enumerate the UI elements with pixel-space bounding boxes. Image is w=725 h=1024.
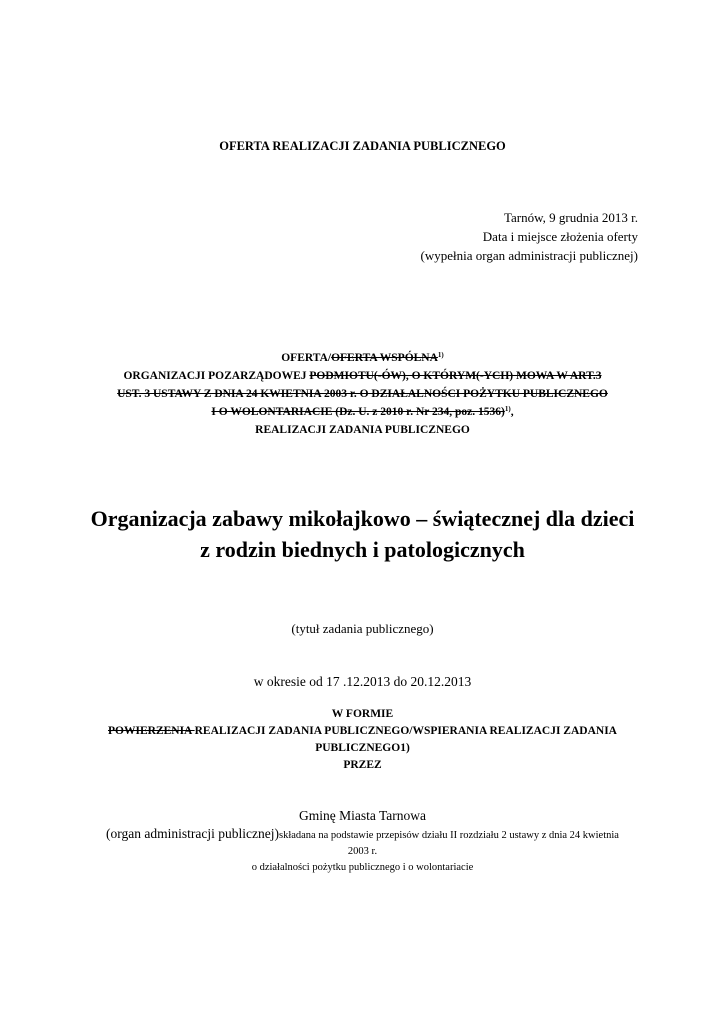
offer-heading-line-5: REALIZACJI ZADANIA PUBLICZNEGO <box>255 424 470 436</box>
legal-basis-text: składana na podstawie przepisów działu II rozdziału 2 ustawy z dnia 24 kwietnia <box>278 830 619 841</box>
offer-heading-line-1 <box>0 349 725 367</box>
recipient-name: Gminę Miasta Tarnowa <box>298 808 427 823</box>
form-block <box>0 706 725 774</box>
legal-basis-line-3: o działalności pożytku publicznego i o wolontariacie <box>251 862 474 873</box>
date-label: Data i miejsce złożenia oferty <box>482 229 638 244</box>
task-title-line-2: z rodzin biednych i patologicznych <box>200 537 525 562</box>
statute-struck-text: UST. 3 USTAWY Z DNIA 24 KWIETNIA 2003 r. O DZIAŁALNOŚCI POŻYTKU PUBLICZNEGO <box>117 388 608 400</box>
task-title <box>0 503 725 565</box>
footnote-marker: 1) <box>437 351 444 359</box>
date-note: (wypełnia organ administracji publicznej) <box>420 248 638 263</box>
legal-basis-line-1 <box>0 826 725 844</box>
comma: , <box>510 406 514 418</box>
support-form: REALIZACJI ZADANIA PUBLICZNEGO/WSPIERANIA REALIZACJI ZADANIA <box>194 725 617 737</box>
journal-struck-text: I O WOLONTARIACIE (Dz. U. z 2010 r. Nr 234, poz. 1536) <box>211 406 505 418</box>
organ-label: (organ administracji publicznej) <box>106 826 279 841</box>
entity-struck-text: PODMIOTU(-ÓW), O KTÓRYM(-YCH) MOWA W ART.3 <box>309 370 602 382</box>
offer-label: OFERTA/ <box>281 352 332 364</box>
task-title-caption: (tytuł zadania publicznego) <box>291 621 434 636</box>
document-title: OFERTA REALIZACJI ZADANIA PUBLICZNEGO <box>219 139 506 153</box>
entrustment-struck: POWIERZENIA <box>108 725 195 737</box>
offer-heading-line-3 <box>0 385 725 403</box>
legal-basis <box>0 826 725 876</box>
task-period: w okresie od 17 .12.2013 do 20.12.2013 <box>253 674 472 689</box>
ngo-label: ORGANIZACJI POZARZĄDOWEJ <box>123 370 310 382</box>
footnote-marker: 1) <box>504 405 511 413</box>
offer-heading-line-2 <box>0 367 725 385</box>
submission-date: Tarnów, 9 grudnia 2013 r. <box>504 210 638 225</box>
form-line-2 <box>0 723 725 740</box>
legal-basis-line-2: 2003 r. <box>347 846 378 857</box>
offer-heading-line-4 <box>0 403 725 421</box>
date-block <box>421 208 638 265</box>
offer-joint-struck: OFERTA WSPÓLNA <box>331 352 438 364</box>
form-line-1: W FORMIE <box>331 708 394 720</box>
form-line-4: PRZEZ <box>343 759 382 771</box>
task-title-line-1: Organizacja zabawy mikołajkowo – świątecznej dla dzieci <box>90 506 635 531</box>
form-line-3: PUBLICZNEGO1) <box>315 742 410 754</box>
offer-heading <box>0 349 725 439</box>
